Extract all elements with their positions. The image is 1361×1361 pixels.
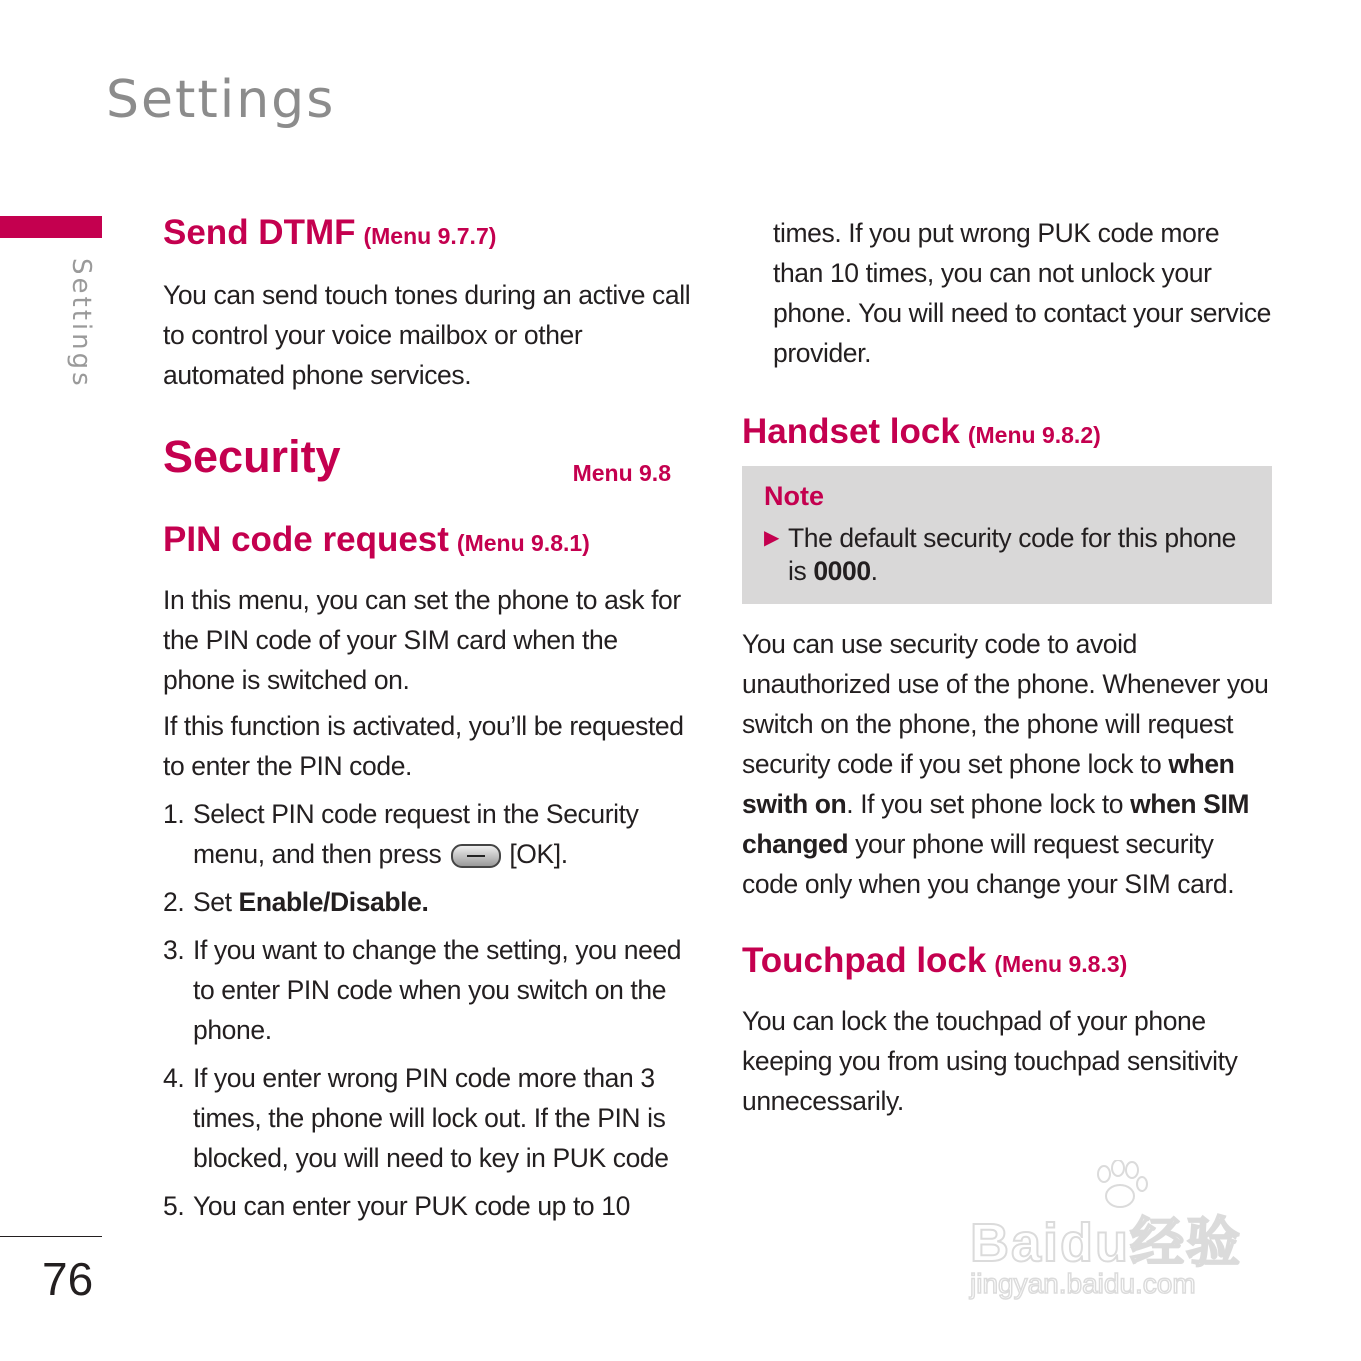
list-item <box>163 794 693 874</box>
touchpad-lock-menu-ref: (Menu 9.8.3) <box>994 951 1128 977</box>
list-item <box>163 1058 693 1178</box>
list-item <box>163 1186 693 1226</box>
send-dtmf-heading <box>163 210 693 259</box>
list-item <box>163 930 693 1050</box>
when-sim-changed-option: when SIM changed <box>742 789 1250 859</box>
list-text: If you want to change the setting, you need to enter PIN code when you switch on the phone. <box>193 935 682 1045</box>
touchpad-lock-body: You can lock the touchpad of your phone keeping you from using touchpad sensitivity unnecessarily. <box>742 1006 1238 1116</box>
note-item <box>764 522 1250 588</box>
list-number: 4. <box>163 1063 185 1093</box>
list-text: You can enter your PUK code up to 10 <box>193 1191 630 1221</box>
enable-disable-option: Enable/Disable. <box>238 887 429 917</box>
default-code: 0000 <box>813 556 871 586</box>
left-column <box>163 210 693 1226</box>
handset-lock-text-2: . If you set phone lock to <box>846 789 1124 819</box>
watermark-url: jingyan.baidu.com <box>970 1268 1196 1299</box>
triangle-right-icon: ▶ <box>764 527 779 549</box>
pin-request-para-2: If this function is activated, you’ll be requested to enter the PIN code. <box>163 711 684 781</box>
page-number: 76 <box>42 1253 94 1305</box>
handset-lock-menu-ref: (Menu 9.8.2) <box>967 422 1101 448</box>
baidu-watermark <box>960 1160 1290 1310</box>
note-period: . <box>870 556 878 586</box>
handset-lock-text-1: You can use security code to avoid unauthorized use of the phone. Whenever you switch on the phone, the phone will request security code if you set phone lock to <box>742 629 1269 779</box>
note-box <box>742 466 1272 604</box>
list-text: Set <box>193 887 232 917</box>
pin-request-heading <box>163 517 693 566</box>
puk-continued-text: times. If you put wrong PUK code more than 10 times, you can not unlock your phone. You will need to contact your service provider. <box>773 218 1272 368</box>
list-number: 2. <box>163 887 185 917</box>
list-number: 5. <box>163 1191 185 1221</box>
pin-request-para-1: In this menu, you can set the phone to ask for the PIN code of your SIM card when the phone is switched on. <box>163 585 681 695</box>
note-text: The default security code for this phone is <box>788 523 1237 586</box>
list-number: 3. <box>163 935 185 965</box>
list-number: 1. <box>163 799 185 829</box>
pin-request-title: PIN code request <box>163 520 449 559</box>
touchpad-lock-title: Touchpad lock <box>742 941 987 980</box>
handset-lock-text-3: your phone will request security code only when you change your SIM card. <box>742 829 1235 899</box>
touchpad-lock-heading <box>742 938 1272 987</box>
security-heading <box>163 429 693 485</box>
footer-rule <box>0 1236 102 1237</box>
watermark-brand: Baidu经验 <box>970 1213 1243 1273</box>
list-item <box>163 882 693 922</box>
when-switch-on-option: when swith on <box>742 749 1235 819</box>
send-dtmf-menu-ref: (Menu 9.7.7) <box>363 223 497 249</box>
side-accent-bar <box>0 216 102 238</box>
send-dtmf-body: You can send touch tones during an active call to control your voice mailbox or other automated phone services. <box>163 280 691 390</box>
note-title: Note <box>764 481 824 511</box>
page-title: Settings <box>106 70 336 130</box>
pin-request-menu-ref: (Menu 9.8.1) <box>456 530 590 556</box>
security-menu-ref: Menu 9.8 <box>572 460 671 486</box>
handset-lock-title: Handset lock <box>742 412 960 451</box>
soft-key-icon <box>451 844 501 868</box>
security-title: Security <box>163 431 341 482</box>
handset-lock-heading <box>742 409 1272 458</box>
list-text-ok: [OK]. <box>509 839 568 869</box>
handset-lock-body <box>742 624 1272 904</box>
side-section-label: Settings <box>66 258 96 389</box>
list-text: Select PIN code request in the Security menu, and then press <box>193 799 639 869</box>
list-text: If you enter wrong PIN code more than 3 times, the phone will lock out. If the PIN is blocked, you will need to key in PUK code <box>193 1063 669 1173</box>
send-dtmf-title: Send DTMF <box>163 213 356 252</box>
right-column <box>742 210 1272 1121</box>
